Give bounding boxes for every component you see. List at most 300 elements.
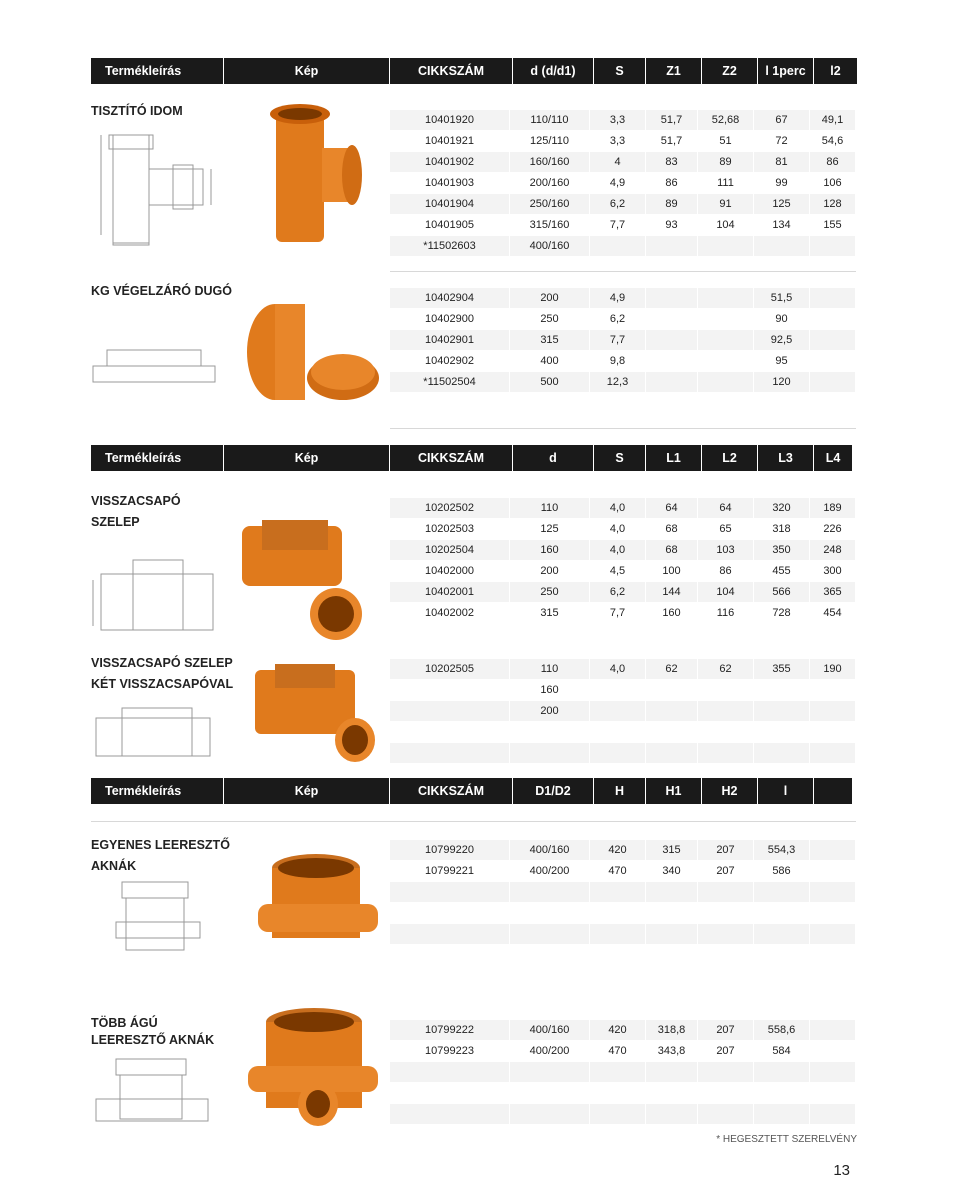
table-cell: 4,0 [590,540,646,560]
table-row [390,603,856,623]
table-cell [646,309,698,329]
table-cell: 10202503 [390,519,510,539]
table-cell [754,236,810,256]
table-cell: 250/160 [510,194,590,214]
table-cell [390,701,510,721]
table-cell: 120 [754,372,810,392]
table-row [390,1041,856,1061]
plug-photo [245,300,380,412]
table-cell [810,903,856,923]
table-cell: 315 [510,330,590,350]
table-cell: 315 [646,840,698,860]
table-cell: 62 [698,659,754,679]
table-cell: 65 [698,519,754,539]
table-cell [810,924,856,944]
table-cell: 83 [646,152,698,172]
header-cell: l [758,778,814,804]
table-row [390,519,856,539]
table-row [390,701,856,721]
table-cell: 160/160 [510,152,590,172]
multi-manhole-photo [246,1006,381,1132]
table-cell: 10401903 [390,173,510,193]
header-cell: L4 [825,451,841,465]
header-cell: S [594,58,646,84]
header-cell: L1 [646,445,702,471]
manhole-drawing [86,878,216,968]
table-cell: 558,6 [754,1020,810,1040]
table-cell [590,1083,646,1103]
section-title: KG VÉGELZÁRÓ DUGÓ [91,284,232,298]
table-row [390,540,856,560]
table-cell [698,701,754,721]
table-cell [646,351,698,371]
table-row [390,659,856,679]
table-cell: 51,7 [646,131,698,151]
table-cell: 106 [810,173,856,193]
tee-photo [262,100,367,245]
double-valve-photo [245,660,380,765]
table-cell: 144 [646,582,698,602]
table-cell [810,680,856,700]
table-cell: 10202505 [390,659,510,679]
table-row [390,743,856,763]
table-cell: 92,5 [754,330,810,350]
table-cell: 7,7 [590,215,646,235]
header-cell: L2 [702,445,758,471]
table-cell: 207 [698,1041,754,1061]
table-cell: 10202502 [390,498,510,518]
table-cell: 125 [510,519,590,539]
title-line: SZELEP [91,515,140,529]
table-cell: 89 [698,152,754,172]
header-cell: l2 [830,64,841,78]
table-cell: 10402904 [390,288,510,308]
table-cell: 160 [510,680,590,700]
table-cell [646,924,698,944]
table-cell: 64 [698,498,754,518]
table-cell: 160 [646,603,698,623]
table-cell: 49,1 [810,110,856,130]
table-cell: 134 [754,215,810,235]
table-row [390,215,856,235]
table-cell: 340 [646,861,698,881]
table-cell: 125 [754,194,810,214]
table-cell [698,351,754,371]
header-cell: Kép [224,58,390,84]
table-cell [590,882,646,902]
table-cell [810,372,856,392]
section-title [91,835,230,877]
table-cell: 4,5 [590,561,646,581]
table-cell: 89 [646,194,698,214]
table-row [390,498,856,518]
table-cell [754,701,810,721]
table-cell: 12,3 [590,372,646,392]
table-cell: 455 [754,561,810,581]
table-cell [646,236,698,256]
table-cell [646,1104,698,1124]
table-cell: 86 [646,173,698,193]
table-row [390,861,856,881]
table-cell [698,882,754,902]
table-cell: 52,68 [698,110,754,130]
table-cell: 7,7 [590,330,646,350]
table-cell [754,945,810,965]
table-cell: 400/200 [510,1041,590,1061]
table-cell [698,1104,754,1124]
table-row [390,945,856,965]
table-cell: 10402900 [390,309,510,329]
table-cell: 90 [754,309,810,329]
title-line: KÉT VISSZACSAPÓVAL [91,677,234,691]
table-cell: 4,0 [590,519,646,539]
table-cell: 420 [590,840,646,860]
table-cell: 226 [810,519,856,539]
table-cell: 584 [754,1041,810,1061]
table-cell: 4,9 [590,288,646,308]
table-cell [698,372,754,392]
table-cell: 116 [698,603,754,623]
table-cell [646,701,698,721]
table-cell: 728 [754,603,810,623]
table-row [390,194,856,214]
table-row [390,1020,856,1040]
table-cell: 6,2 [590,582,646,602]
table-cell: 81 [754,152,810,172]
table-cell: 68 [646,540,698,560]
table-cell [390,680,510,700]
table-cell: 250 [510,582,590,602]
section-separator [390,271,856,272]
title-line: EGYENES LEERESZTŐ [91,838,230,852]
table-cell: 68 [646,519,698,539]
section-title [91,653,233,695]
table-cell: 10799222 [390,1020,510,1040]
table-cell: 470 [590,861,646,881]
table-cell: 4,0 [590,498,646,518]
table-cell [510,882,590,902]
table-cell [646,1062,698,1082]
table-cell [646,330,698,350]
table-cell [390,1062,510,1082]
table-cell: 400/160 [510,1020,590,1040]
header-cell: CIKKSZÁM [390,778,513,804]
table-row [390,561,856,581]
table-cell: 10402002 [390,603,510,623]
tee-drawing [91,125,221,255]
multi-manhole-drawing [82,1055,222,1145]
table-row [390,1062,856,1082]
table-cell [510,1083,590,1103]
table-cell [754,1062,810,1082]
table-cell: 200 [510,701,590,721]
table-cell: 110 [510,659,590,679]
table-cell: 200/160 [510,173,590,193]
table-cell [810,945,856,965]
section-title: TISZTÍTÓ IDOM [91,104,183,118]
table-cell [698,393,754,413]
table-cell [810,393,856,413]
table-cell: 343,8 [646,1041,698,1061]
table-row [390,309,856,329]
table-cell: 365 [810,582,856,602]
header-cell: D1/D2 [513,778,594,804]
table-cell: 4,9 [590,173,646,193]
header-cell: CIKKSZÁM [390,58,513,84]
section-separator [91,821,856,822]
table-cell [810,1041,856,1061]
table-cell: 91 [698,194,754,214]
table-cell: 125/110 [510,131,590,151]
table-cell [646,722,698,742]
header-cell: d (d/d1) [513,58,594,84]
header-cell: CIKKSZÁM [390,445,513,471]
table-cell [510,722,590,742]
plug-drawing [91,330,221,390]
table-cell [754,393,810,413]
table-cell: 207 [698,1020,754,1040]
table-cell: 10402901 [390,330,510,350]
table-cell [510,393,590,413]
table-cell [810,840,856,860]
table-cell [810,701,856,721]
table-row [390,288,856,308]
table-cell [390,393,510,413]
section-title [91,491,181,533]
table-cell [810,288,856,308]
table-cell: 6,2 [590,309,646,329]
table-cell [698,288,754,308]
table-row [390,1083,856,1103]
table-cell [646,743,698,763]
table-cell: 100 [646,561,698,581]
table-cell [590,393,646,413]
table-cell: 86 [698,561,754,581]
table-cell: 110 [510,498,590,518]
table-cell: 86 [810,152,856,172]
valve-photo [236,516,366,641]
table-cell [646,680,698,700]
table-cell [754,882,810,902]
table-cell: 99 [754,173,810,193]
table-cell: 4,0 [590,659,646,679]
table-cell: 248 [810,540,856,560]
table-cell [646,903,698,923]
table-cell [810,1104,856,1124]
table-row [390,722,856,742]
table-cell: 10401904 [390,194,510,214]
table-cell [754,903,810,923]
table-cell [698,309,754,329]
table-cell: 72 [754,131,810,151]
section-separator [390,428,856,429]
table-cell: 207 [698,861,754,881]
table-cell [390,1104,510,1124]
table-cell [698,680,754,700]
table-cell: 9,8 [590,351,646,371]
table-cell: 3,3 [590,131,646,151]
table-cell: 400/160 [510,840,590,860]
table-row [390,372,856,392]
table-header-2 [91,445,852,471]
table-cell: 315/160 [510,215,590,235]
table-cell [810,722,856,742]
table-cell [590,236,646,256]
table-cell: 10799220 [390,840,510,860]
table-cell [590,680,646,700]
title-line: TÖBB ÁGÚ [91,1016,158,1030]
table-row [390,1104,856,1124]
table-cell [810,861,856,881]
header-cell: Z1 [646,58,702,84]
table-cell [510,924,590,944]
table-cell [390,924,510,944]
title-line: AKNÁK [91,859,137,873]
table-cell [646,372,698,392]
header-cell: Kép [224,445,390,471]
table-row [390,680,856,700]
header-cell: l 1perc [758,58,814,84]
table-header-3 [91,778,852,804]
table-cell [590,924,646,944]
table-row [390,840,856,860]
page-number: 13 [833,1162,850,1179]
valve-drawing [91,550,221,638]
table-cell [698,924,754,944]
table-cell: 67 [754,110,810,130]
table-cell [390,1083,510,1103]
table-cell: 10402000 [390,561,510,581]
table-cell: 10401921 [390,131,510,151]
table-cell [754,743,810,763]
header-cell: H [594,778,646,804]
table-cell [810,1083,856,1103]
table-cell [390,945,510,965]
table-cell: 160 [510,540,590,560]
table-cell: 3,3 [590,110,646,130]
table-cell: 110/110 [510,110,590,130]
table-cell: 62 [646,659,698,679]
table-cell: 420 [590,1020,646,1040]
table-cell [510,1062,590,1082]
header-cell: S [594,445,646,471]
table-cell [698,1083,754,1103]
table-cell [390,882,510,902]
table-row [390,110,856,130]
header-cell: Termékleírás [91,58,224,84]
table-header-1 [91,58,857,84]
table-cell [810,1062,856,1082]
table-cell [810,1020,856,1040]
section-title [91,1015,214,1049]
table-cell: 470 [590,1041,646,1061]
table-cell [810,743,856,763]
table-cell: 104 [698,215,754,235]
table-cell [510,903,590,923]
table-row [390,173,856,193]
title-line: LEERESZTŐ AKNÁK [91,1033,215,1047]
table-cell: 554,3 [754,840,810,860]
table-cell: 400/160 [510,236,590,256]
table-cell: 454 [810,603,856,623]
header-cell: Z2 [702,58,758,84]
table-cell [390,743,510,763]
table-cell: 400/200 [510,861,590,881]
table-cell: 7,7 [590,603,646,623]
table-cell: 10202504 [390,540,510,560]
table-cell [590,701,646,721]
table-cell [590,903,646,923]
table-row [390,236,856,256]
header-cell: Kép [224,778,390,804]
table-cell: 4 [590,152,646,172]
table-cell [810,882,856,902]
table-cell [590,1104,646,1124]
table-cell: 189 [810,498,856,518]
table-cell [646,1083,698,1103]
table-cell [810,330,856,350]
table-cell: 10402902 [390,351,510,371]
table-cell [754,1104,810,1124]
table-cell [510,1104,590,1124]
table-cell [810,309,856,329]
table-cell: 111 [698,173,754,193]
table-row [390,582,856,602]
table-cell [754,680,810,700]
table-cell: 300 [810,561,856,581]
table-cell [754,924,810,944]
table-cell: 51,5 [754,288,810,308]
table-cell: 400 [510,351,590,371]
table-cell [510,945,590,965]
table-cell: 207 [698,840,754,860]
table-cell [698,945,754,965]
table-cell: 10799223 [390,1041,510,1061]
table-cell: 200 [510,561,590,581]
table-cell: *11502504 [390,372,510,392]
table-cell [590,743,646,763]
table-cell [510,743,590,763]
table-cell: 200 [510,288,590,308]
table-cell [754,722,810,742]
table-cell [754,1083,810,1103]
table-cell: 103 [698,540,754,560]
table-cell: 6,2 [590,194,646,214]
table-cell [646,288,698,308]
table-cell: 320 [754,498,810,518]
table-cell: 350 [754,540,810,560]
table-cell [810,236,856,256]
table-cell: 51,7 [646,110,698,130]
header-cell: d [513,445,594,471]
double-valve-drawing [82,700,217,770]
table-row [390,330,856,350]
table-row [390,152,856,172]
table-row [390,903,856,923]
table-cell [698,722,754,742]
table-cell: 315 [510,603,590,623]
table-cell [590,945,646,965]
table-cell: 10401902 [390,152,510,172]
manhole-photo [256,852,381,962]
table-cell [590,1062,646,1082]
table-cell: 500 [510,372,590,392]
table-cell: 93 [646,215,698,235]
table-cell: 318,8 [646,1020,698,1040]
table-row [390,924,856,944]
table-cell [698,236,754,256]
table-cell: 10402001 [390,582,510,602]
